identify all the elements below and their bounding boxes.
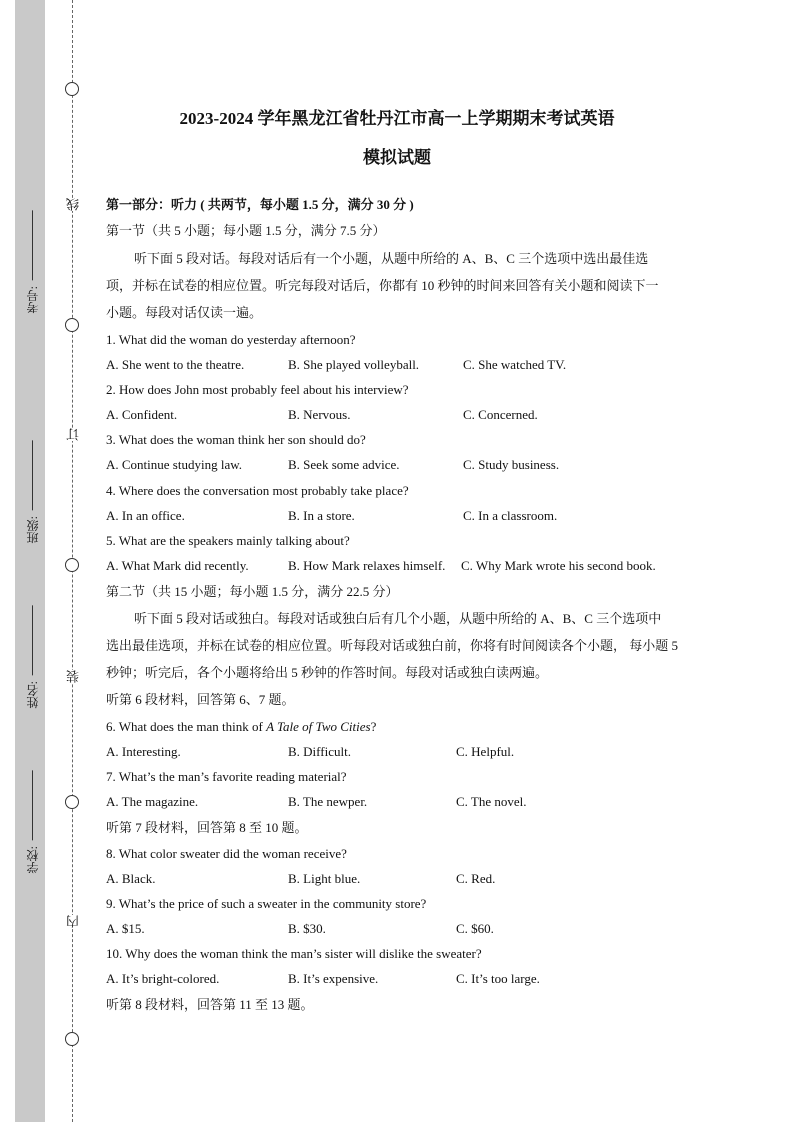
- q5-option-b: B. How Mark relaxes himself.: [288, 558, 446, 573]
- q1-option-b: B. She played volleyball.: [288, 357, 420, 372]
- question-3: 3. What does the woman think her son should do?: [106, 432, 366, 447]
- exam-number-label: 考号:: [26, 286, 40, 314]
- q6-book-title: A Tale of Two Cities: [266, 719, 371, 734]
- question-5: 5. What are the speakers mainly talking about?: [106, 533, 350, 548]
- question-10: 10. Why does the woman think the man’s sister will dislike the sweater?: [106, 946, 482, 961]
- binding-hole: [65, 558, 79, 572]
- q6-option-c: C. Helpful.: [456, 744, 515, 759]
- binding-margin-bar: [15, 0, 45, 1122]
- q6-text: 6. What does the man think of: [106, 719, 267, 734]
- q2-option-c: C. Concerned.: [463, 407, 538, 422]
- q6-option-a: A. Interesting.: [106, 744, 181, 759]
- page-subtitle: 模拟试题: [363, 148, 431, 167]
- q3-option-c: C. Study business.: [463, 457, 560, 472]
- q10-option-b: B. It’s expensive.: [288, 971, 379, 986]
- section2-instruction: 秒钟；听完后，各个小题将给出 5 秒钟的作答时间。每段对话或独白读两遍。: [106, 665, 549, 680]
- question-7: 7. What’s the man’s favorite reading material?: [106, 769, 347, 784]
- binding-char-nei: 内: [66, 915, 81, 928]
- q3-option-a: A. Continue studying law.: [106, 457, 243, 472]
- question-6: [106, 719, 376, 735]
- q7-option-a: A. The magazine.: [106, 794, 199, 809]
- q5-option-c: C. Why Mark wrote his second book.: [461, 558, 656, 573]
- section1-instruction: 项，并标在试卷的相应位置。听完每段对话后，你都有 10 秒钟的时间来回答有关小题和阅读下一: [106, 278, 659, 293]
- q8-option-c: C. Red.: [456, 871, 496, 886]
- binding-char-xian: 线: [66, 198, 81, 211]
- section1-heading: 第一节（共 5 小题；每小题 1.5 分，满分 7.5 分）: [106, 223, 386, 238]
- school-field[interactable]: [24, 770, 41, 873]
- q10-option-a: A. It’s bright-colored.: [106, 971, 220, 986]
- q6-option-b: B. Difficult.: [288, 744, 351, 759]
- binding-hole: [65, 82, 79, 96]
- q2-option-a: A. Confident.: [106, 407, 178, 422]
- q4-option-b: B. In a store.: [288, 508, 355, 523]
- q9-option-a: A. $15.: [106, 921, 145, 936]
- name-label: 姓名:: [26, 681, 40, 709]
- q9-option-b: B. $30.: [288, 921, 326, 936]
- q3-option-b: B. Seek some advice.: [288, 457, 400, 472]
- question-4: 4. Where does the conversation most probably take place?: [106, 483, 409, 498]
- binding-hole: [65, 318, 79, 332]
- q4-option-c: C. In a classroom.: [463, 508, 558, 523]
- question-1: 1. What did the woman do yesterday afternoon?: [106, 332, 356, 347]
- q1-option-c: C. She watched TV.: [463, 357, 567, 372]
- section2-instruction: 听下面 5 段对话或独白。每段对话或独白后有几个小题，从题中所给的 A、B、C 三个选项中: [134, 611, 662, 626]
- binding-char-ding: 订: [66, 428, 81, 441]
- q1-option-a: A. She went to the theatre.: [106, 357, 245, 372]
- q5-option-a: A. What Mark did recently.: [106, 558, 249, 573]
- question-2: 2. How does John most probably feel about his interview?: [106, 382, 409, 397]
- page-title: 2023-2024 学年黑龙江省牡丹江市高一上学期期末考试英语: [179, 109, 615, 128]
- section2-heading: 第二节（共 15 小题；每小题 1.5 分，满分 22.5 分）: [106, 584, 399, 599]
- q2-option-b: B. Nervous.: [288, 407, 351, 422]
- question-8: 8. What color sweater did the woman receive?: [106, 846, 347, 861]
- school-label: 学校:: [26, 846, 40, 874]
- material-7-note: 听第 7 段材料，回答第 8 至 10 题。: [106, 820, 308, 835]
- q8-option-b: B. Light blue.: [288, 871, 361, 886]
- q7-option-c: C. The novel.: [456, 794, 527, 809]
- section1-instruction: 小题。每段对话仅读一遍。: [106, 305, 263, 320]
- exam-number-field[interactable]: [24, 210, 41, 313]
- section2-instruction: 选出最佳选项，并标在试卷的相应位置。听每段对话或独白前，你将有时间阅读各个小题， 每小题 5: [106, 638, 679, 653]
- material-8-note: 听第 8 段材料，回答第 11 至 13 题。: [106, 997, 314, 1012]
- section1-instruction: 听下面 5 段对话。每段对话后有一个小题，从题中所给的 A、B、C 三个选项中选出最佳选: [134, 251, 649, 266]
- name-field[interactable]: [24, 605, 41, 708]
- q9-option-c: C. $60.: [456, 921, 494, 936]
- q8-option-a: A. Black.: [106, 871, 156, 886]
- q7-option-b: B. The newper.: [288, 794, 368, 809]
- q10-option-c: C. It’s too large.: [456, 971, 540, 986]
- class-label: 班级:: [26, 516, 40, 544]
- material-6-note: 听第 6 段材料，回答第 6、7 题。: [106, 692, 295, 707]
- binding-hole: [65, 795, 79, 809]
- binding-hole: [65, 1032, 79, 1046]
- part1-heading: 第一部分：听力 ( 共两节，每小题 1.5 分，满分 30 分 ): [106, 197, 414, 212]
- question-9: 9. What’s the price of such a sweater in the community store?: [106, 896, 427, 911]
- q6-suffix: ?: [370, 719, 377, 734]
- binding-char-zhuang: 装: [66, 670, 81, 683]
- q4-option-a: A. In an office.: [106, 508, 185, 523]
- class-field[interactable]: [24, 440, 41, 543]
